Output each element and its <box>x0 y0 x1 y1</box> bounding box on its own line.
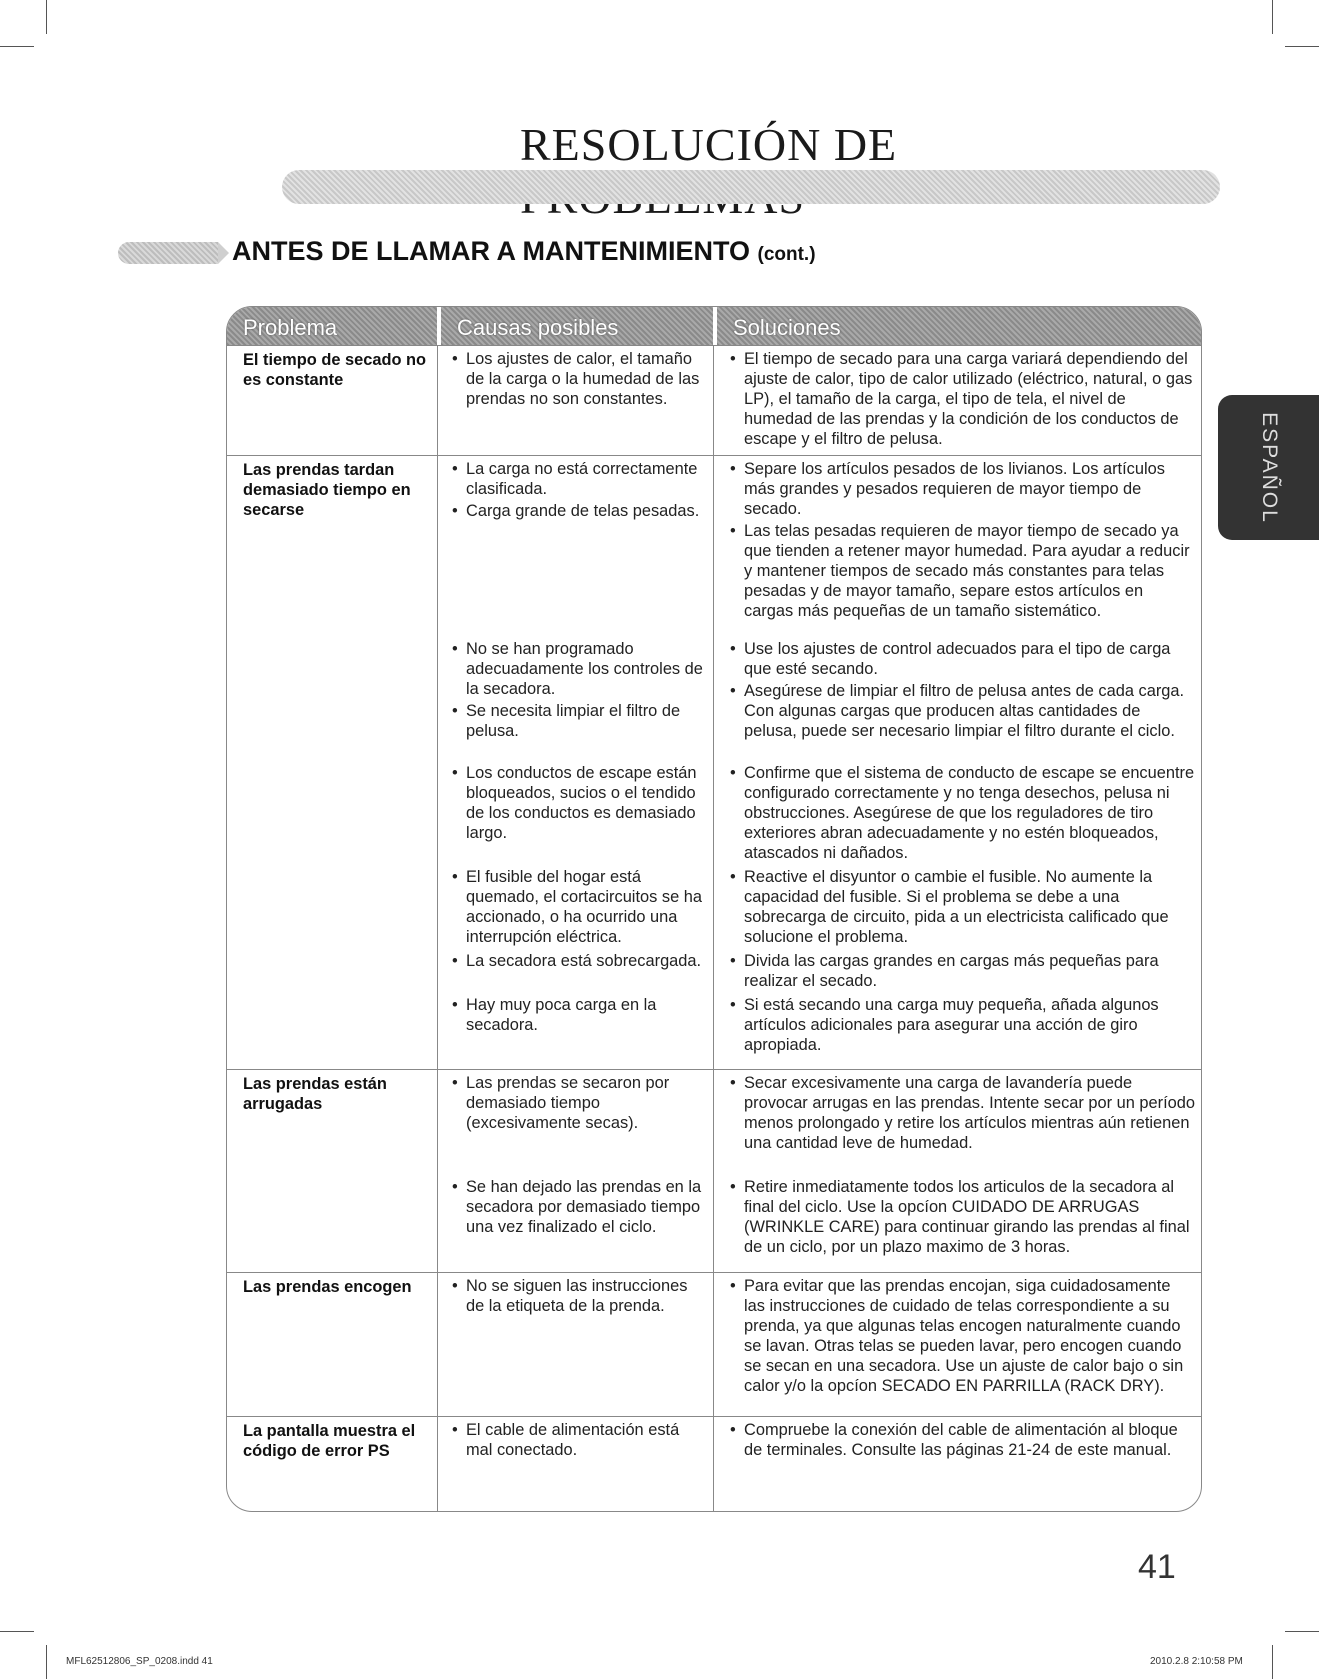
problem-cell: Las prendas tardan demasiado tiempo en secarse <box>243 461 411 519</box>
section-marker-pill <box>118 242 218 264</box>
solution-item: • Use los ajustes de control adecuados para el tipo de carga que esté secando. <box>724 639 1195 679</box>
title-underline-bar <box>282 170 1220 204</box>
language-side-tab-label: ESPAÑOL <box>1257 411 1281 524</box>
table-row <box>227 455 1201 1069</box>
solution-group <box>724 1177 1195 1257</box>
problem-cell: Las prendas están arrugadas <box>243 1075 387 1113</box>
cause-item: • No se han programado adecuadamente los controles de la secadora. <box>446 639 709 699</box>
solutions-cell <box>713 1273 1201 1416</box>
cause-item: • La secadora está sobrecargada. <box>446 951 709 971</box>
solution-item: • Separe los artículos pesados de los livianos. Los artículos más grandes y pesados requieren de mayor tiempo de secado. <box>724 459 1195 519</box>
section-heading-text: ANTES DE LLAMAR A MANTENIMIENTO <box>232 236 750 266</box>
crop-mark <box>0 1631 34 1632</box>
cause-item: • Hay muy poca carga en la secadora. <box>446 995 709 1035</box>
solution-group <box>724 867 1195 951</box>
cause-group <box>446 763 709 867</box>
cause-item: • Se han dejado las prendas en la secadora por demasiado tiempo una vez finalizado el ciclo. <box>446 1177 709 1237</box>
solution-group <box>724 459 1195 639</box>
cause-group <box>446 1073 709 1177</box>
language-side-tab <box>1218 395 1319 540</box>
causes-cell <box>437 1417 713 1512</box>
solutions-cell <box>713 1070 1201 1272</box>
solution-item: • Asegúrese de limpiar el filtro de pelusa antes de cada carga. Con algunas cargas que producen altas cantidades de pelusa, puede ser necesario limpiar el filtro durante el ciclo. <box>724 681 1195 741</box>
solution-item: • Retire inmediatamente todos los articulos de la secadora al final del ciclo. Use la opcíon CUIDADO DE ARRUGAS (WRINKLE CARE) para continuar girando las prendas al final de un ciclo, por un plazo maximo de 3 horas. <box>724 1177 1195 1257</box>
problem-cell: Las prendas encogen <box>243 1278 412 1296</box>
section-heading <box>232 236 816 267</box>
solution-item: • Confirme que el sistema de conducto de escape se encuentre configurado correctamente y no tenga desechos, pelusa ni obstrucciones. Asegúrese de que los reguladores de tiro exteriores abran adecuadamente y no estén bloqueados, atascados ni dañados. <box>724 763 1195 863</box>
solutions-cell <box>713 456 1201 1069</box>
solution-item: • Para evitar que las prendas encojan, siga cuidadosamente las instrucciones de cuidado de telas correspondiente a su prenda, ya que algunas telas encogen naturalmente cuando se lavan. Otras telas se pueden lavar, pero encogen cuando se secan en una secadora. Use un ajuste de calor bajo o sin calor y/o la opcíon SECADO EN PARRILLA (RACK DRY). <box>724 1276 1195 1396</box>
crop-mark <box>1285 1631 1319 1632</box>
header-soluciones: Soluciones <box>713 307 1201 345</box>
cause-item: • No se siguen las instrucciones de la etiqueta de la prenda. <box>446 1276 709 1316</box>
problem-cell: El tiempo de secado no es constante <box>243 351 427 389</box>
solution-group <box>724 1073 1195 1177</box>
troubleshooting-table <box>226 306 1202 1512</box>
solution-item: • Secar excesivamente una carga de lavandería puede provocar arrugas en las prendas. Intente secar por un período menos prolongado y retire los artículos mientras aún retienen una cantidad leve de humedad. <box>724 1073 1195 1153</box>
header-problema: Problema <box>227 307 437 345</box>
cause-item: • Los conductos de escape están bloqueados, sucios o el tendido de los conductos es demasiado largo. <box>446 763 709 843</box>
solution-group <box>724 639 1195 763</box>
page-title: RESOLUCIÓN DE <box>520 119 898 170</box>
table-header <box>227 307 1201 345</box>
cause-group <box>446 1177 709 1237</box>
table-row <box>227 1416 1201 1512</box>
cause-group <box>446 995 709 1035</box>
table-row <box>227 345 1201 455</box>
cause-item: • Las prendas se secaron por demasiado tiempo (excesivamente secas). <box>446 1073 709 1133</box>
cause-item: • Los ajustes de calor, el tamaño de la carga o la humedad de las prendas no son constantes. <box>446 349 709 409</box>
solutions-cell <box>713 346 1201 455</box>
cause-group <box>446 867 709 951</box>
cause-item: • El cable de alimentación está mal conectado. <box>446 1420 709 1460</box>
causes-cell <box>437 346 713 455</box>
solution-item: • Divida las cargas grandes en cargas más pequeñas para realizar el secado. <box>724 951 1195 991</box>
solution-item: • Reactive el disyuntor o cambie el fusible. No aumente la capacidad del fusible. Si el problema se debe a una sobrecarga de circuito, pida a un electricista calificado que solucione el problema. <box>724 867 1195 947</box>
cause-item: • Carga grande de telas pesadas. <box>446 501 709 521</box>
crop-mark <box>1285 46 1319 47</box>
page-number: 41 <box>1138 1548 1176 1586</box>
crop-mark <box>46 0 47 34</box>
solution-group <box>724 951 1195 995</box>
header-causas: Causas posibles <box>437 307 713 345</box>
solution-group <box>724 763 1195 867</box>
cause-group <box>446 459 709 639</box>
crop-mark <box>1272 0 1273 34</box>
footer-file-info: MFL62512806_SP_0208.indd 41 <box>66 1656 213 1667</box>
cause-item: • El fusible del hogar está quemado, el cortacircuitos se ha accionado, o ha ocurrido una interrupción eléctrica. <box>446 867 709 947</box>
problem-cell: La pantalla muestra el código de error PS <box>243 1422 416 1460</box>
causes-cell <box>437 1273 713 1416</box>
cause-item: • La carga no está correctamente clasificada. <box>446 459 709 499</box>
solution-item: • Las telas pesadas requieren de mayor tiempo de secado ya que tienden a retener mayor humedad. Para ayudar a reducir y mantener tiempos de secado más constantes para telas pesadas y de mayor tamaño, separe estos artículos en cargas más pequeñas de un tamaño sistemático. <box>724 521 1195 621</box>
section-heading-suffix: (cont.) <box>757 244 816 265</box>
solution-group <box>724 995 1195 1055</box>
crop-mark <box>46 1645 47 1679</box>
cause-group <box>446 639 709 763</box>
table-row <box>227 1069 1201 1272</box>
crop-mark <box>0 46 34 47</box>
solutions-cell <box>713 1417 1201 1512</box>
solution-item: • El tiempo de secado para una carga variará dependiendo del ajuste de calor, tipo de calor utilizado (eléctrico, natural, o gas LP), el tamaño de la carga, el tipo de tela, el nivel de humedad de las prendas y la condición de los conductos de escape y el filtro de pelusa. <box>724 349 1195 449</box>
cause-group <box>446 951 709 995</box>
solution-item: • Compruebe la conexión del cable de alimentación al bloque de terminales. Consulte las páginas 21-24 de este manual. <box>724 1420 1195 1460</box>
footer-timestamp: 2010.2.8 2:10:58 PM <box>1150 1656 1243 1667</box>
table-row <box>227 1272 1201 1416</box>
cause-item: • Se necesita limpiar el filtro de pelusa. <box>446 701 709 741</box>
causes-cell <box>437 1070 713 1272</box>
crop-mark <box>1272 1645 1273 1679</box>
solution-item: • Si está secando una carga muy pequeña, añada algunos artículos adicionales para asegurar una acción de giro apropiada. <box>724 995 1195 1055</box>
causes-cell <box>437 456 713 1069</box>
